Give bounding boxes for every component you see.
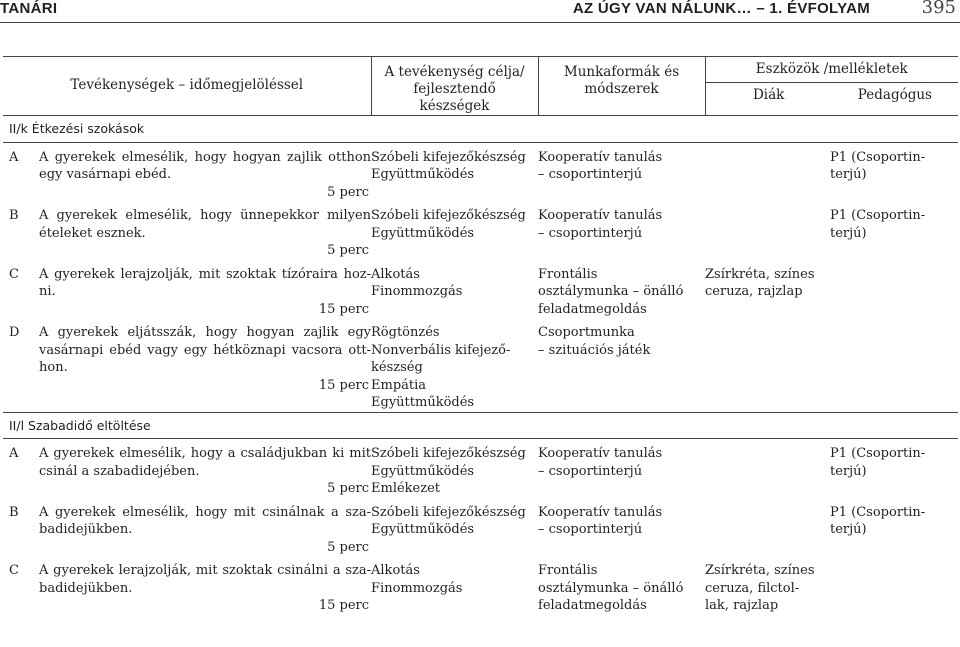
row-letter: C — [9, 266, 19, 282]
col-teacher-label: Pedagógus — [857, 87, 932, 103]
activity-duration: 5 perc — [327, 184, 370, 200]
lesson-plan-table — [3, 56, 958, 615]
method-item: – csoportinterjú — [538, 522, 643, 537]
method-item: osztálymunka – önálló — [538, 580, 684, 596]
col-tools-header — [705, 57, 958, 116]
goal-item: Rögtönzés — [371, 325, 440, 340]
goal-item: Szóbeli kifejezőkészség — [371, 504, 526, 520]
row-letter: A — [9, 446, 19, 461]
table-row — [3, 142, 958, 201]
method-item: – szituációs játék — [538, 342, 651, 358]
row-letter: D — [9, 325, 20, 340]
teacher-tool: terjú) — [830, 225, 867, 241]
goal-item: Finommozgás — [371, 284, 463, 299]
teacher-tool: P1 (Csoportin- — [830, 446, 926, 461]
teacher-tool: terjú) — [830, 167, 867, 182]
table-row — [3, 318, 958, 412]
col-activities-label: Tevékenységek – időmegjelöléssel — [70, 77, 304, 93]
method-item: – csoportinterjú — [538, 225, 643, 241]
activity-duration: 15 perc — [318, 377, 370, 393]
activity-text: A gyerekek elmesélik, hogy mit csinálnak a sza-badidejükben. — [39, 504, 372, 537]
table-row — [3, 498, 958, 557]
student-tool: Zsírkréta, színes — [705, 563, 815, 578]
activity-text: A gyerekek elmesélik, hogy a családjukban ki mit csinál a szabadidejében. — [39, 446, 372, 479]
activity-text: A gyerekek elmesélik, hogy hogyan zajlik otthon egy vasárnapi ebéd. — [39, 149, 372, 182]
header-right-label: AZ ÚGY VAN NÁLUNK… – 1. ÉVFOLYAM — [572, 0, 870, 17]
col-goal-line1: A tevékenység célja/ — [384, 64, 525, 80]
activity-text: A gyerekek lerajzolják, mit szoktak csinálni a sza-badidejükben. — [39, 563, 372, 596]
section-title: II/l Szabadidő eltöltése — [9, 417, 151, 433]
table-header — [3, 57, 958, 116]
col-methods-line2: módszerek — [584, 81, 659, 97]
row-letter: A — [9, 149, 19, 165]
teacher-tool: terjú) — [830, 463, 867, 479]
teacher-tool: P1 (Csoportin- — [830, 208, 926, 223]
activity-duration: 15 perc — [318, 301, 370, 317]
section-header — [3, 116, 958, 143]
goal-item: Együttműködés — [371, 463, 475, 479]
activity-text: A gyerekek lerajzolják, mit szoktak tízóraira hoz-ni. — [39, 266, 372, 299]
method-item: Kooperatív tanulás — [538, 149, 663, 165]
table-row — [3, 260, 958, 319]
header-rule — [0, 22, 960, 23]
page-number: 395 — [921, 0, 956, 18]
table-row — [3, 556, 958, 615]
goal-item: Szóbeli kifejezőkészség — [371, 149, 526, 165]
goal-item: Finommozgás — [371, 580, 463, 596]
teacher-tool: terjú) — [830, 522, 867, 537]
table-row — [3, 201, 958, 260]
activity-text: A gyerekek elmesélik, hogy ünnepekkor milyen ételeket esznek. — [39, 208, 372, 241]
row-letter: C — [9, 563, 19, 578]
table-row — [3, 439, 958, 498]
col-methods-line1: Munkaformák és — [563, 64, 680, 80]
student-tool: ceruza, rajzlap — [705, 284, 803, 299]
activity-duration: 5 perc — [327, 243, 370, 258]
method-item: feladatmegoldás — [538, 598, 647, 613]
method-item: Kooperatív tanulás — [538, 208, 663, 223]
goal-item: Együttműködés — [371, 167, 475, 182]
goal-item: Együttműködés — [371, 395, 475, 410]
section-header — [3, 412, 958, 439]
col-activities-header — [3, 57, 371, 116]
col-student-label: Diák — [752, 87, 785, 103]
goal-item: Alkotás — [371, 563, 420, 578]
method-item: Kooperatív tanulás — [538, 446, 663, 461]
goal-item: Nonverbális kifejező- — [371, 342, 511, 358]
method-item: – csoportinterjú — [538, 167, 643, 182]
col-goal-header — [371, 57, 538, 116]
method-item: Kooperatív tanulás — [538, 504, 663, 520]
goal-item: Együttműködés — [371, 522, 475, 537]
method-item: Csoportmunka — [538, 325, 635, 340]
method-item: Frontális — [538, 563, 598, 578]
student-tool: ceruza, filctol- — [705, 580, 800, 596]
goal-item: Empátia — [371, 377, 427, 393]
goal-item: Szóbeli kifejezőkészség — [371, 208, 526, 223]
goal-item: Együttműködés — [371, 225, 475, 241]
method-item: osztálymunka – önálló — [538, 284, 684, 299]
activity-duration: 5 perc — [327, 539, 370, 555]
activity-duration: 5 perc — [327, 481, 370, 496]
goal-item: készség — [371, 360, 423, 375]
teacher-tool: P1 (Csoportin- — [830, 149, 926, 165]
col-methods-header — [538, 57, 705, 116]
header-left-label: TANÁRI — [0, 0, 58, 17]
method-item: Frontális — [538, 266, 598, 282]
method-item: feladatmegoldás — [538, 301, 647, 317]
method-item: – csoportinterjú — [538, 463, 643, 479]
goal-item: Szóbeli kifejezőkészség — [371, 446, 526, 461]
activity-text: A gyerekek eljátsszák, hogy hogyan zajlik egy vasárnapi ebéd vagy egy hétköznapi vacsora ott-hon. — [39, 325, 372, 375]
goal-item: Alkotás — [371, 266, 420, 282]
row-letter: B — [9, 504, 19, 520]
col-tools-label: Eszközök /mellékletek — [755, 61, 908, 77]
col-goal-line2: fejlesztendő készségek — [413, 81, 496, 114]
teacher-tool: P1 (Csoportin- — [830, 504, 926, 520]
student-tool: Zsírkréta, színes — [705, 266, 815, 282]
row-letter: B — [9, 208, 19, 223]
goal-item: Emlékezet — [371, 481, 441, 496]
activity-duration: 15 perc — [318, 598, 370, 613]
section-title: II/k Étkezési szokások — [9, 121, 145, 136]
running-header — [0, 0, 960, 22]
student-tool: lak, rajzlap — [705, 598, 779, 613]
